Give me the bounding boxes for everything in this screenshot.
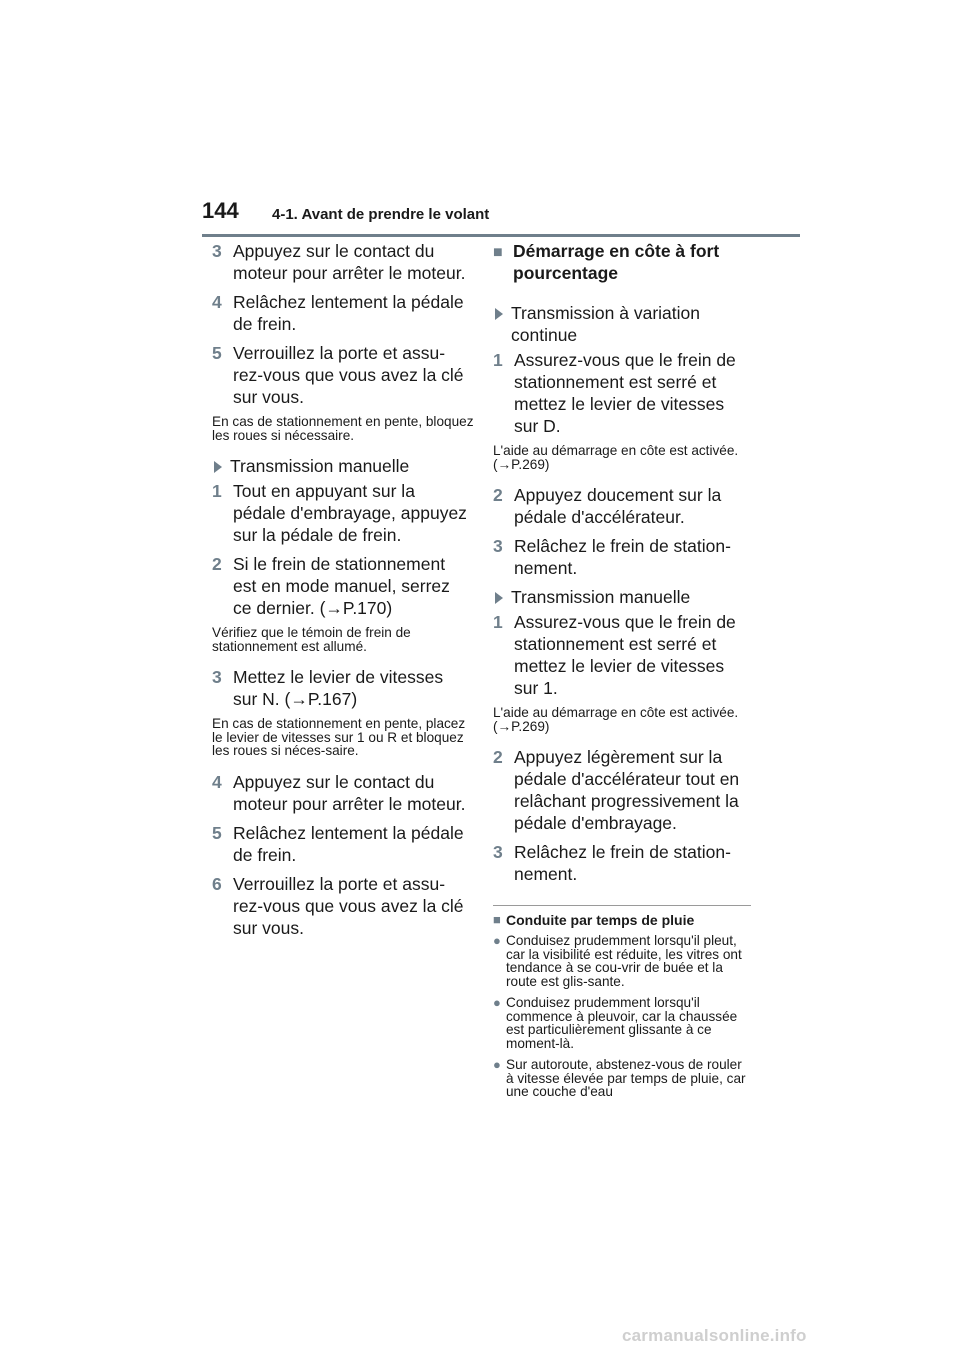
step-item bbox=[212, 771, 468, 815]
triangle-right-icon bbox=[495, 308, 503, 320]
step-number: 3 bbox=[493, 842, 503, 862]
left-column bbox=[212, 240, 474, 946]
square-bullet-icon: ■ bbox=[493, 244, 503, 261]
note-text: En cas de stationnement en pente, placez le levier de vitesses sur 1 ou R et bloquez les roues si néces-saire. bbox=[212, 716, 466, 758]
step-number: 1 bbox=[212, 481, 222, 501]
subsection-cvt bbox=[493, 302, 751, 346]
step-number: 4 bbox=[212, 771, 222, 792]
step-text: Relâchez lentement la pédale de frein. bbox=[233, 292, 464, 334]
step-number: 6 bbox=[212, 873, 222, 894]
list-item bbox=[493, 996, 751, 1050]
step-number: 1 bbox=[493, 612, 503, 632]
circle-bullet-icon: ● bbox=[493, 995, 501, 1010]
step-number: 1 bbox=[493, 350, 503, 370]
subsection-title: Transmission manuelle bbox=[230, 456, 410, 476]
step-item bbox=[493, 611, 751, 699]
step-text: Appuyez sur le contact du moteur pour arrêter le moteur. bbox=[233, 771, 466, 814]
list-item bbox=[493, 934, 751, 988]
subsection-manual bbox=[212, 455, 468, 477]
rain-heading bbox=[493, 912, 751, 928]
step-item bbox=[212, 342, 468, 408]
list-item bbox=[493, 1058, 751, 1099]
step-text: Assurez-vous que le frein de stationnement est serré et mettez le levier de vitesses sur D. bbox=[514, 350, 736, 436]
step-text: Assurez-vous que le frein de stationnement est serré et mettez le levier de vitesses sur 1. bbox=[514, 612, 736, 698]
right-column bbox=[493, 240, 751, 1107]
step-item bbox=[212, 666, 468, 710]
step-item bbox=[212, 291, 468, 335]
step-item bbox=[493, 746, 751, 834]
page-header bbox=[202, 196, 800, 237]
step-text: Mettez le levier de vitesses sur N. (→P.167) bbox=[233, 667, 444, 709]
step-item bbox=[212, 553, 468, 619]
page-number: 144 bbox=[202, 198, 239, 223]
step-item bbox=[493, 841, 751, 885]
divider bbox=[493, 905, 751, 906]
step-number: 3 bbox=[212, 241, 222, 261]
step-item bbox=[212, 480, 468, 546]
square-bullet-icon: ■ bbox=[493, 912, 501, 927]
step-item bbox=[493, 349, 751, 437]
note-text: L'aide au démarrage en côte est activée. (→P.269) bbox=[493, 443, 739, 472]
step-item bbox=[493, 535, 751, 579]
circle-bullet-icon: ● bbox=[493, 933, 501, 948]
step-item bbox=[212, 822, 468, 866]
section-title: 4-1. Avant de prendre le volant bbox=[272, 206, 490, 223]
step-text: Relâchez le frein de station-nement. bbox=[514, 536, 731, 578]
note-text: Vérifiez que le témoin de frein de stationnement est allumé. bbox=[212, 625, 411, 654]
triangle-right-icon bbox=[214, 461, 222, 473]
step-item bbox=[212, 240, 468, 284]
step-item bbox=[212, 873, 468, 939]
heading-text: Démarrage en côte à fort pourcentage bbox=[513, 241, 720, 283]
circle-bullet-icon: ● bbox=[493, 1057, 501, 1072]
step-number: 3 bbox=[493, 536, 503, 556]
step-item bbox=[493, 484, 751, 528]
step-text: Relâchez lentement la pédale de frein. bbox=[233, 822, 464, 865]
step-number: 3 bbox=[212, 667, 222, 687]
triangle-right-icon bbox=[495, 592, 503, 604]
step-text: Verrouillez la porte et assu-rez-vous que vous avez la clé sur vous. bbox=[233, 873, 464, 938]
step-number: 5 bbox=[212, 822, 222, 843]
subsection-manual bbox=[493, 586, 751, 608]
heading-text: Conduite par temps de pluie bbox=[506, 912, 695, 928]
step-text: Tout en appuyant sur la pédale d'embrayage, appuyez sur la pédale de frein. bbox=[233, 481, 467, 545]
step-number: 2 bbox=[493, 747, 503, 767]
note-text: En cas de stationnement en pente, bloquez les roues si nécessaire. bbox=[212, 414, 474, 443]
subsection-title: Transmission à variation continue bbox=[511, 303, 701, 345]
step-text: Relâchez le frein de station-nement. bbox=[514, 842, 731, 884]
watermark: carmanualsonline.info bbox=[622, 1326, 807, 1345]
step-number: 5 bbox=[212, 343, 222, 363]
subsection-title: Transmission manuelle bbox=[511, 587, 691, 607]
bullet-text: Conduisez prudemment lorsqu'il pleut, car la visibilité est réduite, les vitres ont tendance à se cou-vrir de buée et la route est glis-sante. bbox=[506, 933, 742, 989]
step-number: 2 bbox=[212, 554, 222, 574]
step-number: 4 bbox=[212, 292, 222, 312]
note-text: L'aide au démarrage en côte est activée. (→P.269) bbox=[493, 705, 739, 734]
step-text: Appuyez sur le contact du moteur pour arrêter le moteur. bbox=[233, 241, 466, 283]
bullet-text: Conduisez prudemment lorsqu'il commence à pleuvoir, car la chaussée est particulièrement glissante à ce moment-là. bbox=[506, 995, 738, 1051]
step-number: 2 bbox=[493, 485, 503, 505]
step-text: Appuyez doucement sur la pédale d'accélérateur. bbox=[514, 485, 722, 527]
step-text: Verrouillez la porte et assu-rez-vous que vous avez la clé sur vous. bbox=[233, 343, 464, 407]
step-text: Appuyez légèrement sur la pédale d'accélérateur tout en relâchant progressivement la pédale d'embrayage. bbox=[514, 747, 740, 833]
bullet-text: Sur autoroute, abstenez-vous de rouler à vitesse élevée par temps de pluie, car une couche d'eau bbox=[506, 1057, 746, 1099]
step-text: Si le frein de stationnement est en mode manuel, serrez ce dernier. (→P.170) bbox=[233, 554, 450, 618]
section-heading bbox=[493, 240, 751, 284]
